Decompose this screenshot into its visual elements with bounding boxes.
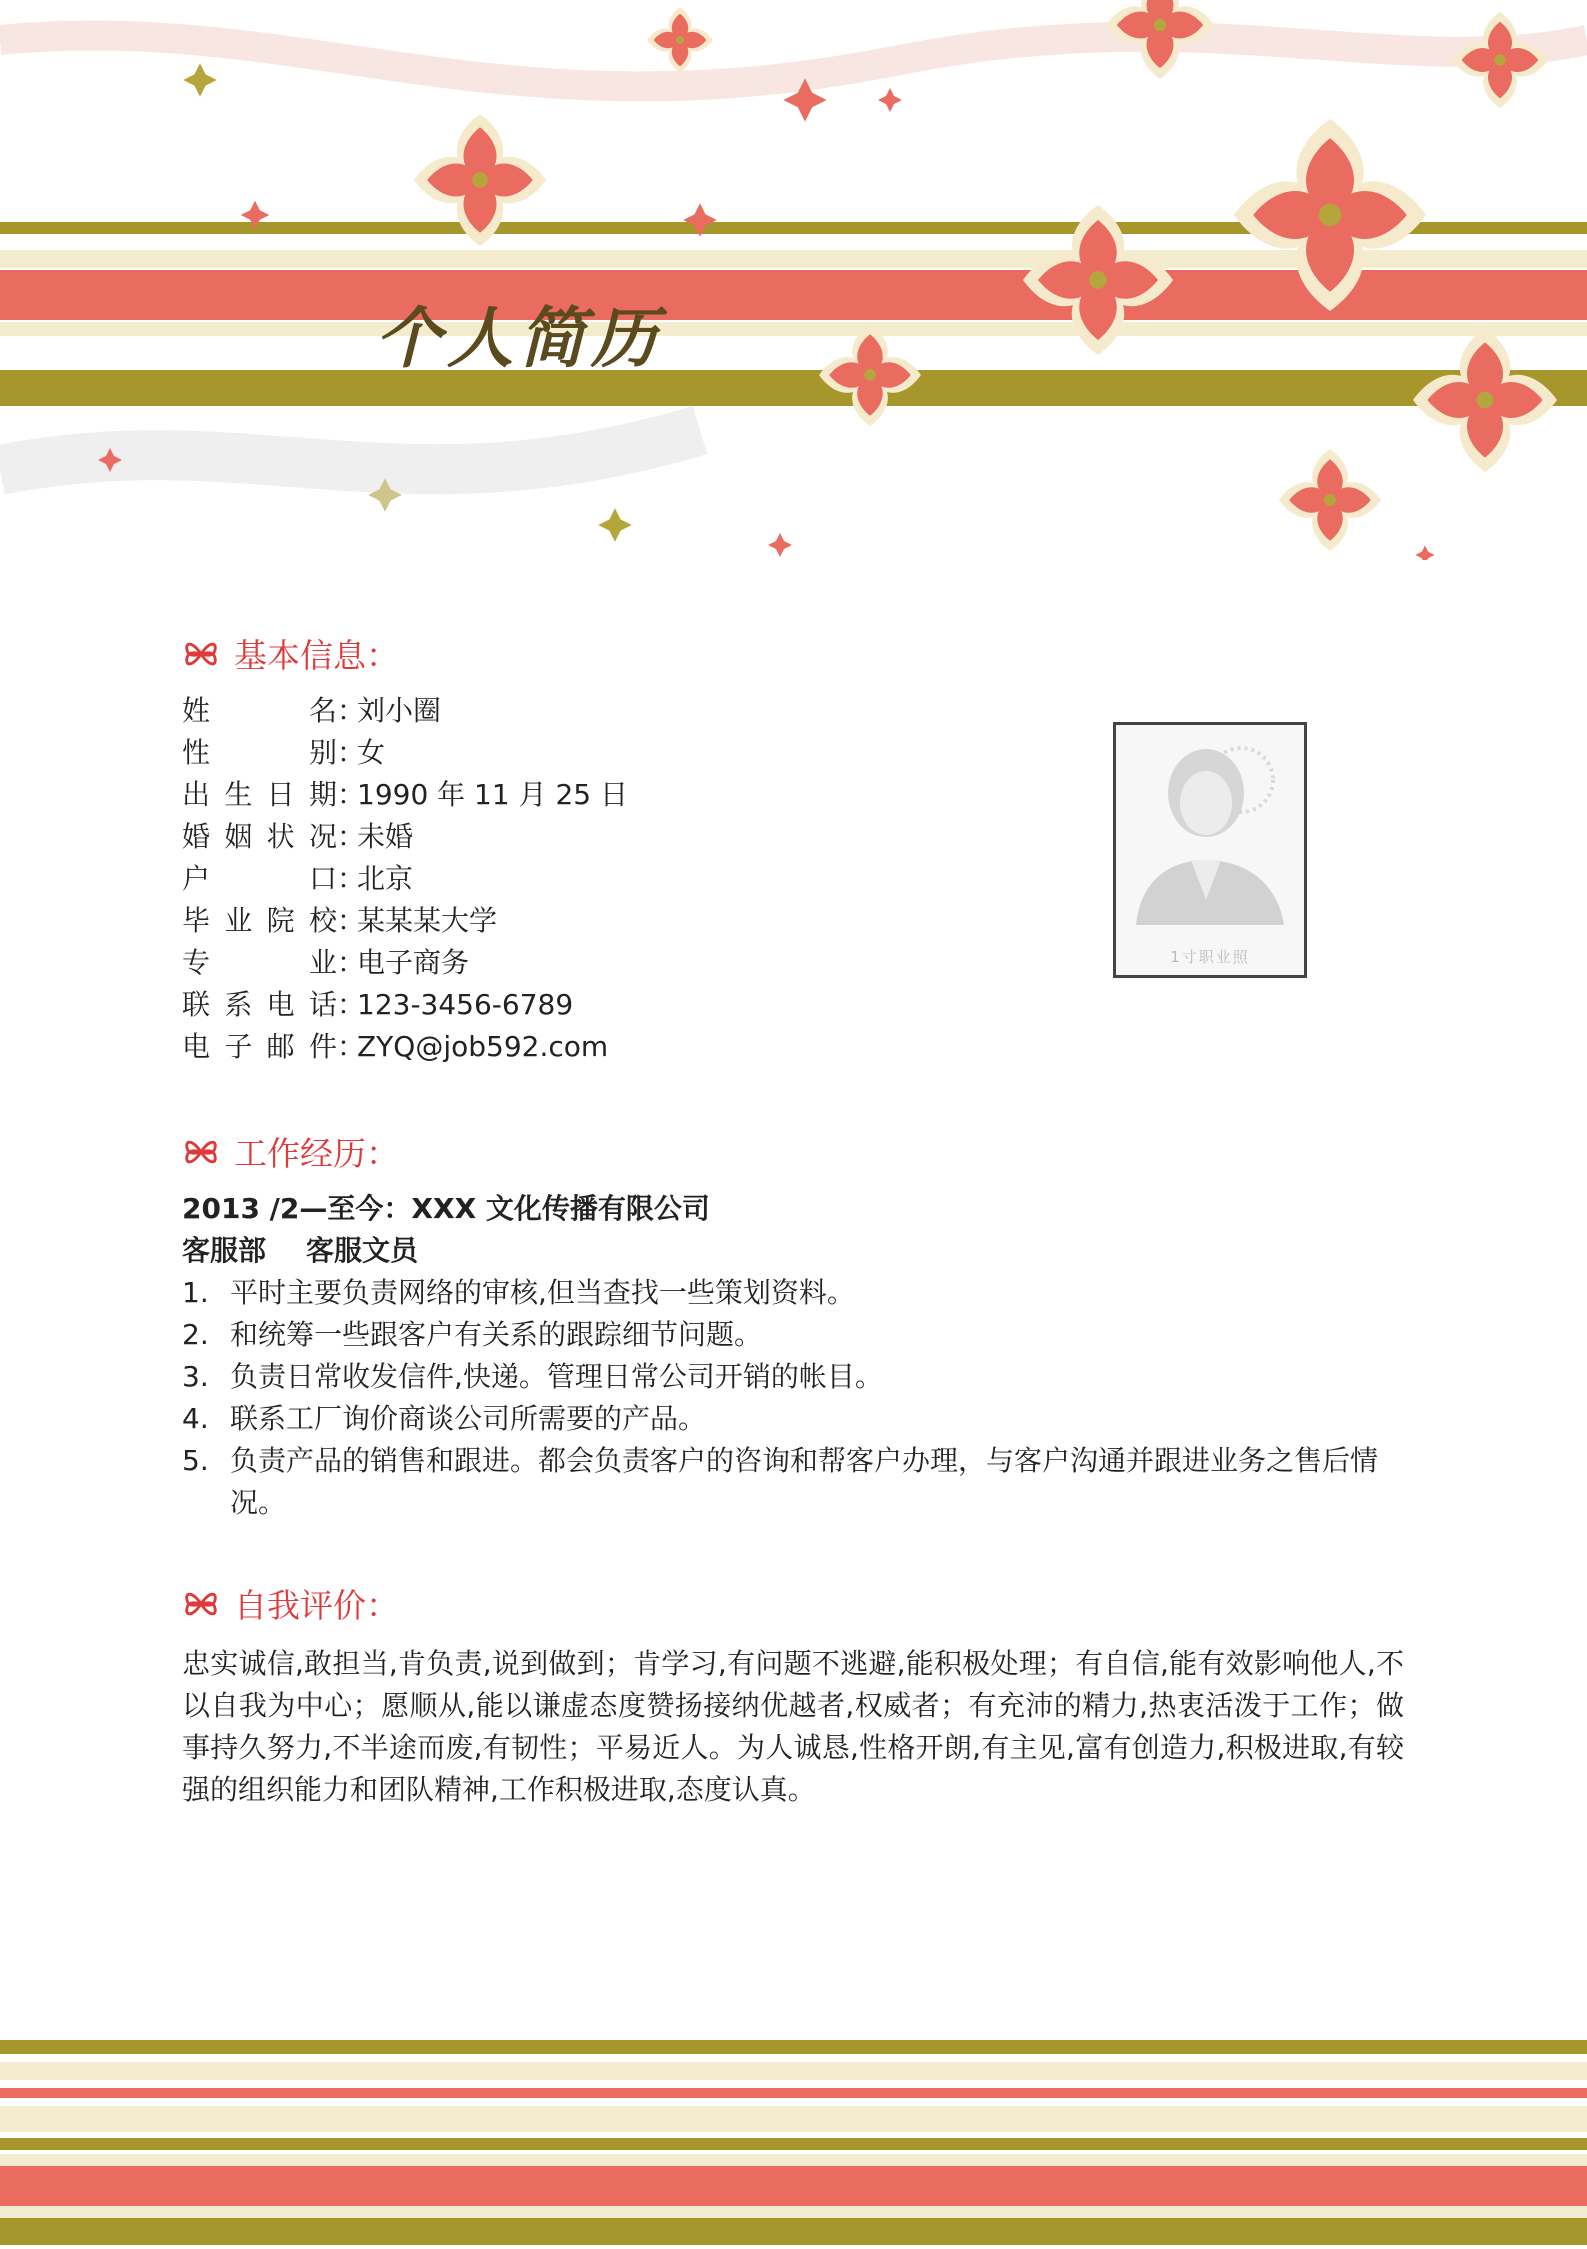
info-row-marital: 婚姻状况：未婚 bbox=[182, 816, 413, 858]
self-evaluation-text: 忠实诚信,敢担当,肯负责,说到做到；肯学习,有问题不逃避,能积极处理；有自信,能有效影响他人,不以自我为中心；愿顺从,能以谦虚态度赞扬接纳优越者,权威者；有充沛的精力,热衷活泼于工作；做事持久努力,不半途而废,有韧性；平易近人。为人诚恳,性格开朗,有主见,富有创造力,积极进取,有较强的组织能力和团队精神,工作积极进取,态度认真。 bbox=[182, 1647, 1404, 1806]
section-basic-title: 基本信息： bbox=[234, 636, 399, 675]
section-eval-heading bbox=[182, 1580, 399, 1627]
resume-title: 个人简历 bbox=[375, 299, 663, 377]
info-label: 联系电话 bbox=[182, 988, 337, 1021]
info-row-email: 电子邮件：ZYQ@job592.com bbox=[182, 1026, 608, 1068]
info-label: 出生日期 bbox=[182, 778, 337, 811]
info-value: 某某某大学 bbox=[357, 904, 498, 937]
info-value: ZYQ@job592.com bbox=[357, 1030, 609, 1063]
info-row-phone: 联系电话：123-3456-6789 bbox=[182, 984, 573, 1026]
work-experience bbox=[182, 1188, 1402, 1524]
bow-icon bbox=[182, 635, 220, 673]
work-position bbox=[182, 1230, 1402, 1272]
info-value: 电子商务 bbox=[357, 946, 470, 979]
info-label: 婚姻状况 bbox=[182, 820, 337, 853]
person-silhouette-icon bbox=[1116, 725, 1304, 925]
info-row-name: 姓名：刘小圈 bbox=[182, 690, 441, 732]
footer-decoration bbox=[0, 2030, 1587, 2245]
info-value: 1990 年 11 月 25 日 bbox=[357, 778, 629, 811]
header-decoration bbox=[0, 0, 1587, 560]
work-role: 客服文员 bbox=[306, 1234, 419, 1267]
info-label: 毕业院校 bbox=[182, 904, 337, 937]
info-value: 北京 bbox=[357, 862, 414, 895]
info-value: 123-3456-6789 bbox=[357, 988, 574, 1021]
bow-icon bbox=[182, 1585, 220, 1623]
info-label: 性别 bbox=[182, 736, 337, 769]
work-dept: 客服部 bbox=[182, 1234, 267, 1267]
section-work-title: 工作经历： bbox=[234, 1134, 399, 1173]
work-period: 2013 /2—至今：XXX 文化传播有限公司 bbox=[182, 1192, 710, 1225]
list-item: 2. 和统筹一些跟客户有关系的跟踪细节问题。 bbox=[182, 1318, 763, 1351]
info-label: 专业 bbox=[182, 946, 337, 979]
info-value: 刘小圈 bbox=[357, 694, 442, 727]
info-row-birthdate: 出生日期：1990 年 11 月 25 日 bbox=[182, 774, 628, 816]
section-eval-title: 自我评价： bbox=[234, 1586, 399, 1625]
info-row-hukou: 户口：北京 bbox=[182, 858, 413, 900]
list-item: 3. 负责日常收发信件,快递。管理日常公司开销的帐目。 bbox=[182, 1360, 883, 1393]
info-label: 姓名 bbox=[182, 694, 337, 727]
info-label: 户口 bbox=[182, 862, 337, 895]
list-item: 4. 联系工厂询价商谈公司所需要的产品。 bbox=[182, 1402, 707, 1435]
section-basic-heading bbox=[182, 630, 399, 677]
info-row-school: 毕业院校：某某某大学 bbox=[182, 900, 497, 942]
info-label: 电子邮件 bbox=[182, 1030, 337, 1063]
bow-icon bbox=[182, 1133, 220, 1171]
info-row-major: 专业：电子商务 bbox=[182, 942, 469, 984]
list-item: 1. 平时主要负责网络的审核,但当查找一些策划资料。 bbox=[182, 1276, 855, 1309]
info-value: 未婚 bbox=[357, 820, 414, 853]
footer-stripes bbox=[0, 2030, 1587, 2245]
floral-header-art bbox=[0, 0, 1587, 560]
info-value: 女 bbox=[357, 736, 386, 769]
list-item: 5. 负责产品的销售和跟进。都会负责客户的咨询和帮客户办理，与客户沟通并跟进业务之售后情况。 bbox=[182, 1444, 1379, 1519]
section-work-heading bbox=[182, 1128, 399, 1175]
info-row-gender: 性别：女 bbox=[182, 732, 385, 774]
photo-placeholder bbox=[1113, 722, 1307, 978]
work-duties-list bbox=[182, 1272, 1402, 1524]
photo-caption: 1寸职业照 bbox=[1170, 948, 1250, 966]
